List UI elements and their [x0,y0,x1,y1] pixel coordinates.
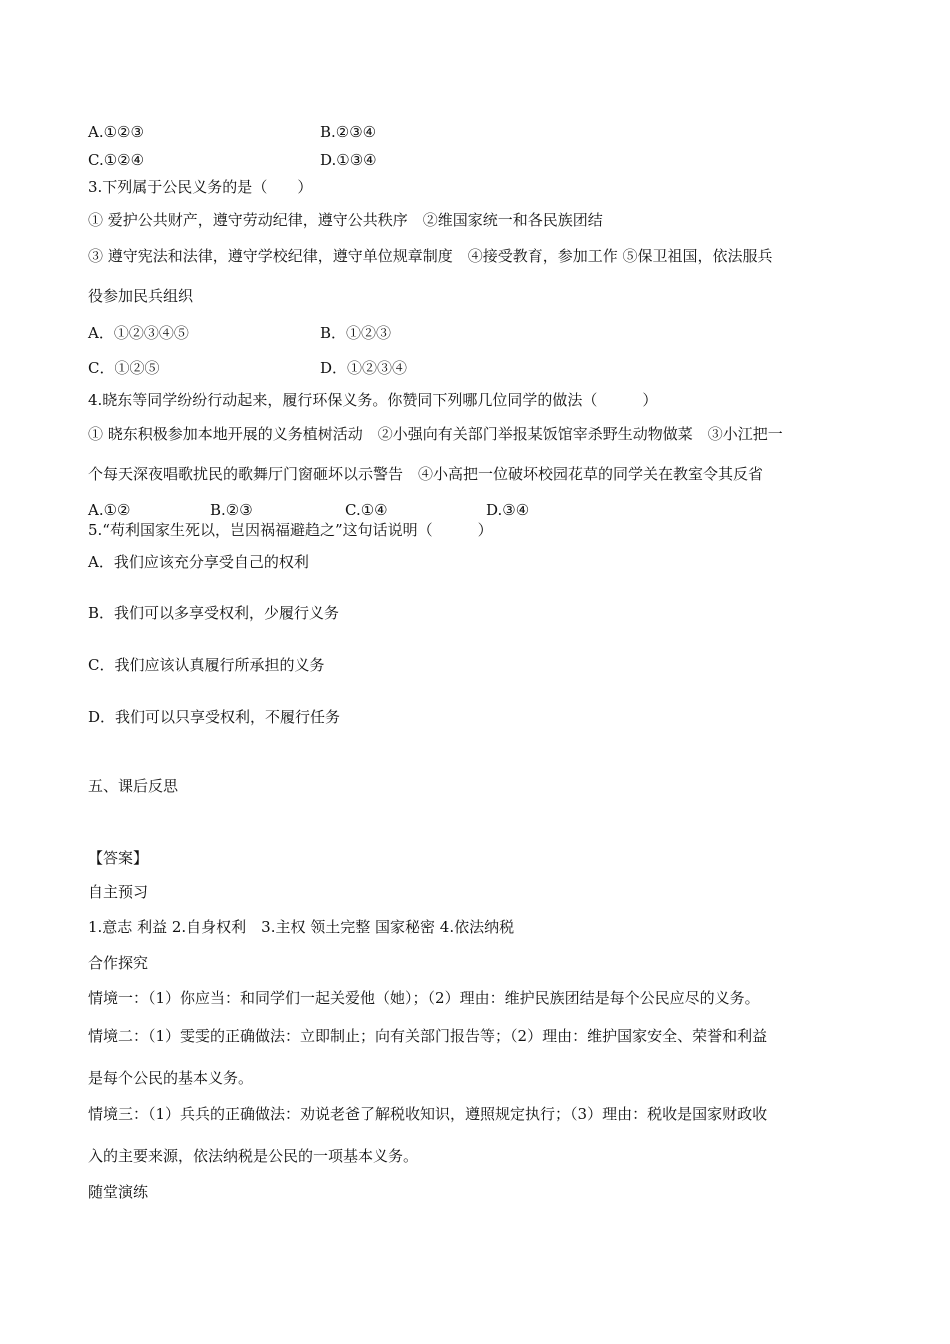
q4-option-a: A.①② [88,501,131,519]
q2-option-d: D.①③④ [320,151,377,169]
q5-option-c: C．我们应该认真履行所承担的义务 [88,656,325,674]
q5-option-d: D．我们可以只享受权利，不履行任务 [88,708,341,726]
preview-answers: 1.意志 利益 2.自身权利 3.主权 领土完整 国家秘密 4.依法纳税 [88,918,515,936]
q3-statement-line2: ③ 遵守宪法和法律，遵守学校纪律，遵守单位规章制度 ④接受教育，参加工作 ⑤保卫祖国，依法服兵 [88,247,773,265]
scenario-2-answer-line2: 是每个公民的基本义务。 [88,1069,254,1087]
scenario-2-answer-line1: 情境二：（1）雯雯的正确做法：立即制止；向有关部门报告等；（2）理由：维护国家安全、荣誉和利益 [88,1027,768,1045]
q4-option-d: D.③④ [486,501,530,519]
practice-title: 随堂演练 [88,1183,149,1201]
q4-stem: 4.晓东等同学纷纷行动起来，履行环保义务。你赞同下列哪几位同学的做法（ ） [88,391,658,409]
q3-option-c: C．①②⑤ [88,359,160,377]
q4-option-b: B.②③ [210,501,253,519]
q5-option-b: B．我们可以多享受权利，少履行义务 [88,604,340,622]
scenario-1-answer: 情境一：（1）你应当：和同学们一起关爱他（她）；（2）理由：维护民族团结是每个公民应尽的义务。 [88,989,760,1007]
preview-title: 自主预习 [88,883,149,901]
q4-statement-line2: 个每天深夜唱歌扰民的歌舞厅门窗砸坏以示警告 ④小高把一位破坏校园花草的同学关在教室令其反省 [88,465,764,483]
q4-option-c: C.①④ [345,501,388,519]
q5-option-a: A．我们应该充分享受自己的权利 [88,553,309,571]
q2-option-b: B.②③④ [320,123,377,141]
q3-option-d: D．①②③④ [320,359,408,377]
scenario-3-answer-line1: 情境三：（1）兵兵的正确做法：劝说老爸了解税收知识，遵照规定执行；（3）理由：税收是国家财政收 [88,1105,768,1123]
q2-option-c: C.①②④ [88,151,145,169]
answers-heading: 【答案】 [88,849,149,867]
q3-option-a: A．①②③④⑤ [88,324,189,342]
q3-statement-line1: ① 爱护公共财产，遵守劳动纪律，遵守公共秩序 ②维国家统一和各民族团结 [88,211,603,229]
q4-statement-line1: ① 晓东积极参加本地开展的义务植树活动 ②小强向有关部门举报某饭馆宰杀野生动物做菜 ③小江把一 [88,425,783,443]
q3-stem: 3.下列属于公民义务的是（ ） [88,178,313,196]
section-heading-reflection: 五、课后反思 [88,777,179,795]
explore-title: 合作探究 [88,954,149,972]
q5-stem: 5.“苟利国家生死以，岂因祸福避趋之”这句话说明（ ） [88,521,493,539]
q3-option-b: B．①②③ [320,324,392,342]
q2-option-a: A.①②③ [88,123,144,141]
scenario-3-answer-line2: 入的主要来源，依法纳税是公民的一项基本义务。 [88,1147,419,1165]
q3-statement-line3: 役参加民兵组织 [88,287,194,305]
